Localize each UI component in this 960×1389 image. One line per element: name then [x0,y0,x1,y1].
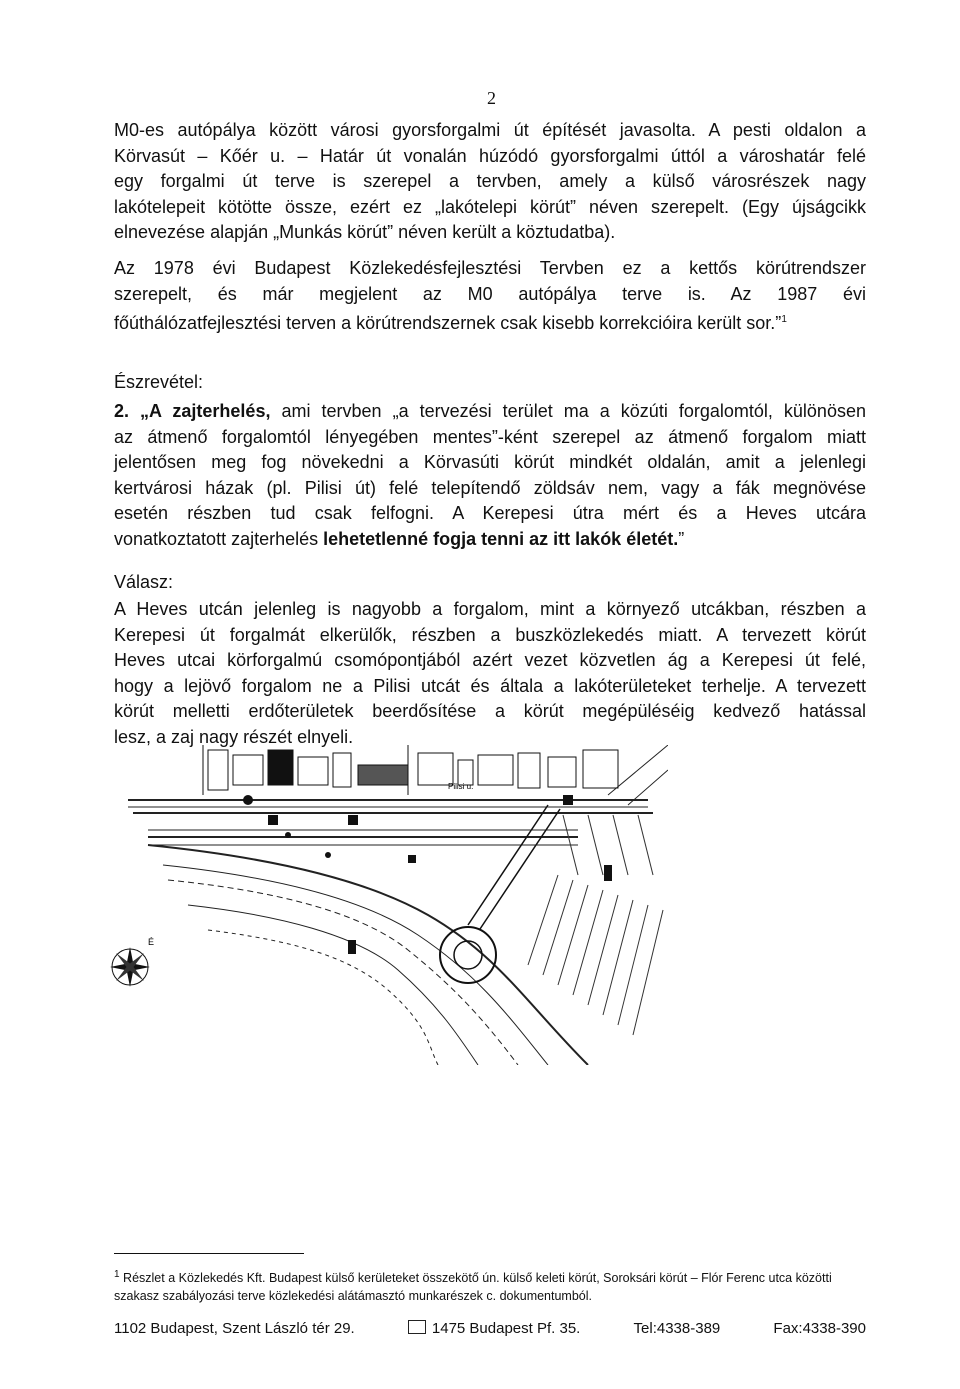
page-number: 2 [487,88,496,108]
text-line: elnevezése alapján „Munkás körút” néven került a köztudatba). [114,222,616,243]
observation-paragraph [114,399,866,553]
text-line: körút melletti erdőterületek beerdősítése a körút megépüléséig kedvező hatással [114,701,866,722]
observation-bold-title: „A zajterhelés, [140,401,271,421]
map-street-label: Pilisi u. [448,782,474,791]
building-strip [203,745,618,795]
text-line [114,307,866,337]
text-line-content: ami tervben „a tervezési terület ma a közúti forgalomtól, különösen [281,401,866,421]
north-arrow-letter: É [148,937,155,947]
heading-answer: Válasz: [114,572,174,592]
text-line-content: főúthálózatfejlesztési terven a körútrendszernek csak kisebb korrekcióira került sor.” [114,313,782,334]
heading-observation: Észrevétel: [114,372,204,392]
parcel-hatching [528,815,663,1035]
text-line: az átmenő forgalomtól lényegében mentes”-ként szerepel az átmenő forgalom miatt [114,426,866,447]
compass-rose-icon [110,937,154,987]
road-corridor [128,745,668,1065]
footnote-reference: 1 [781,314,787,326]
text-line: lakótelepeit kötötte össze, ezért ez „lakótelepi körút” néven szerepelt. (Egy újságcikk [114,196,866,217]
footer-tel: Tel:4338-389 [633,1320,721,1337]
text-line: Heves utcai körforgalmú csomópontjából azért vezet közvetlen ág a Kerepesi út felé, [114,650,866,671]
text-line: kertvárosi házak (pl. Pilisi út) felé telepítendő zöldsáv nem, vagy a fák megnövése [114,477,866,498]
footer-fax: Fax:4338-390 [773,1320,866,1337]
text-line: szerepelt, és már megjelent az M0 autópálya terve is. Az 1987 évi [114,283,866,304]
observation-bold-conclusion: lehetetlenné fogja tenni az itt lakók életét. [323,528,679,549]
footnote-text: Részlet a Közlekedés Kft. Budapest külső kerületeket összekötő ún. külső keleti körút, Soroksári körút – Flór Ferenc utca közötti szakasz szabályozási terve közlekedési alátámasztó munkarészek c. dokumentumból. [114,1271,832,1304]
text-line [114,527,866,553]
text-line [114,399,866,425]
text-line: egy forgalmi út terve is szerepel a tervben, amely a külső városrészek nagy [114,171,866,192]
text-line-content: vonatkoztatott zajterhelés [114,528,319,549]
footer-address: 1102 Budapest, Szent László tér 29. [114,1320,355,1337]
text-line: esetén részben tud csak felfogni. A Kerepesi útra mért és a Heves utcára [114,503,866,524]
envelope-icon [408,1320,426,1334]
text-line: lesz, a zaj nagy részét elnyeli. [114,726,354,747]
paragraph-history-2 [114,256,866,337]
roundabout [440,805,560,983]
page-footer [114,1320,866,1337]
paragraph-history-1 [114,118,866,246]
footer-po-box-text: 1475 Budapest Pf. 35. [431,1320,581,1337]
observation-number: 2. [114,401,130,421]
footnote-divider [114,1253,304,1254]
site-plan-drawing [108,745,668,1065]
text-line: Kerepesi út forgalmát elkerülők, részben a buszközlekedés miatt. A tervezett körút [114,624,866,645]
text-line: hogy a lejövő forgalom ne a Pilisi utcát és általa a lakóterületeket terhelje. A tervezett [114,675,866,696]
text-line: M0-es autópálya között városi gyorsforgalmi út építését javasolta. A pesti oldalon a [114,120,866,140]
text-line: Körvasút – Kőér u. – Határ út vonalán húzódó gyorsforgalmi úttól a városhatár felé [114,145,866,166]
footnote-mark: 1 [114,1269,120,1280]
footer-po-box [408,1320,580,1337]
text-line: jelentősen meg fog növekedni a Körvasúti körút mindkét oldalán, amit a jelenlegi [114,452,866,473]
closing-quote: ” [678,528,685,549]
text-line: A Heves utcán jelenleg is nagyobb a forgalom, mint a környező utcákban, részben a [114,599,866,619]
text-line: Az 1978 évi Budapest Közlekedésfejlesztési Tervben ez a kettős körútrendszer [114,258,866,278]
footnote [114,1266,868,1305]
answer-paragraph [114,597,866,751]
